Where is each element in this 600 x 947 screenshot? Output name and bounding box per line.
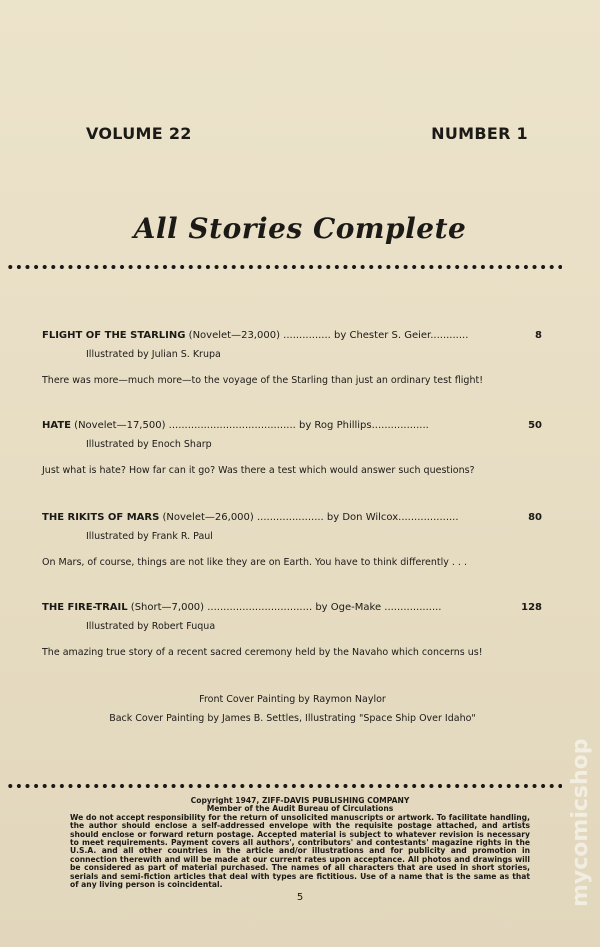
story-entry <box>42 420 542 476</box>
story-page-number: 50 <box>528 420 542 431</box>
story-page-number: 80 <box>528 512 542 523</box>
page-folio: 5 <box>296 892 304 903</box>
copyright-notice <box>70 797 530 889</box>
copyright-body: We do not accept responsibility for the return of unsolicited manuscripts or artwork. To facilitate handling, the author should enclose a self-addressed envelope with the requisite postage attached, and artists should enclose or forward return postage. Accepted material is subject to whatever revision is necessary to meet requirements. Payment covers all authors', contributors' and contestants' magazine rights in the U.S.A. and all other countries in the article and/or illustrations and for publicity and promotion in connection therewith and will be made at our current rates upon acceptance. All photos and drawings will be considered as part of material purchased. The names of all characters that are used in short stories, serials and semi-fiction articles that deal with types are fictitious. Use of a name that is the same as that of any living person is coincidental. <box>70 812 530 890</box>
story-entry <box>42 330 542 386</box>
story-illustrator: Illustrated by Frank R. Paul <box>86 531 213 542</box>
story-title: THE FIRE-TRAIL <box>42 602 128 613</box>
watermark: mycomicshop <box>568 738 593 908</box>
story-illustrator: Illustrated by Julian S. Krupa <box>86 349 221 360</box>
volume-label: VOLUME 22 <box>86 124 192 143</box>
story-meta: (Novelet—17,500) ........................................ by Rog Phillips.................. <box>70 420 429 431</box>
story-title: THE RIKITS OF MARS <box>42 512 160 523</box>
story-meta: (Novelet—23,000) ............... by Chester S. Geier............ <box>185 330 469 341</box>
story-entry <box>42 602 542 658</box>
copyright-line: Copyright 1947, ZIFF-DAVIS PUBLISHING COMPANY <box>190 796 410 805</box>
story-description: The amazing true story of a recent sacred ceremony held by the Navaho which concerns us! <box>42 647 483 658</box>
story-description: There was more—much more—to the voyage of the Starling than just an ordinary test flight! <box>42 375 484 386</box>
story-description: Just what is hate? How far can it go? Was there a test which would answer such questions? <box>42 465 475 476</box>
story-title: FLIGHT OF THE STARLING <box>42 330 186 341</box>
story-description: On Mars, of course, things are not like they are on Earth. You have to think differently . . . <box>42 557 467 568</box>
page-headline: All Stories Complete <box>133 212 467 245</box>
issue-number-label: NUMBER 1 <box>431 124 528 143</box>
front-cover-credit: Front Cover Painting by Raymon Naylor <box>199 694 386 705</box>
story-meta: (Short—7,000) ................................. by Oge-Make .................. <box>127 602 442 613</box>
dotted-divider-top <box>6 264 562 270</box>
story-page-number: 128 <box>521 602 542 613</box>
story-line <box>42 330 542 346</box>
story-title: HATE <box>42 420 71 431</box>
story-entry <box>42 512 542 568</box>
story-line <box>42 512 542 528</box>
story-line <box>42 602 542 618</box>
audit-bureau-line: Member of the Audit Bureau of Circulations <box>206 804 394 814</box>
story-page-number: 8 <box>535 330 542 341</box>
dotted-divider-bottom <box>6 783 562 789</box>
story-illustrator: Illustrated by Enoch Sharp <box>86 439 212 450</box>
back-cover-credit: Back Cover Painting by James B. Settles, Illustrating "Space Ship Over Idaho" <box>109 713 476 724</box>
volume-header <box>86 124 528 146</box>
story-illustrator: Illustrated by Robert Fuqua <box>86 621 216 632</box>
story-line <box>42 420 542 436</box>
story-meta: (Novelet—26,000) ..................... by Don Wilcox................... <box>159 512 459 523</box>
